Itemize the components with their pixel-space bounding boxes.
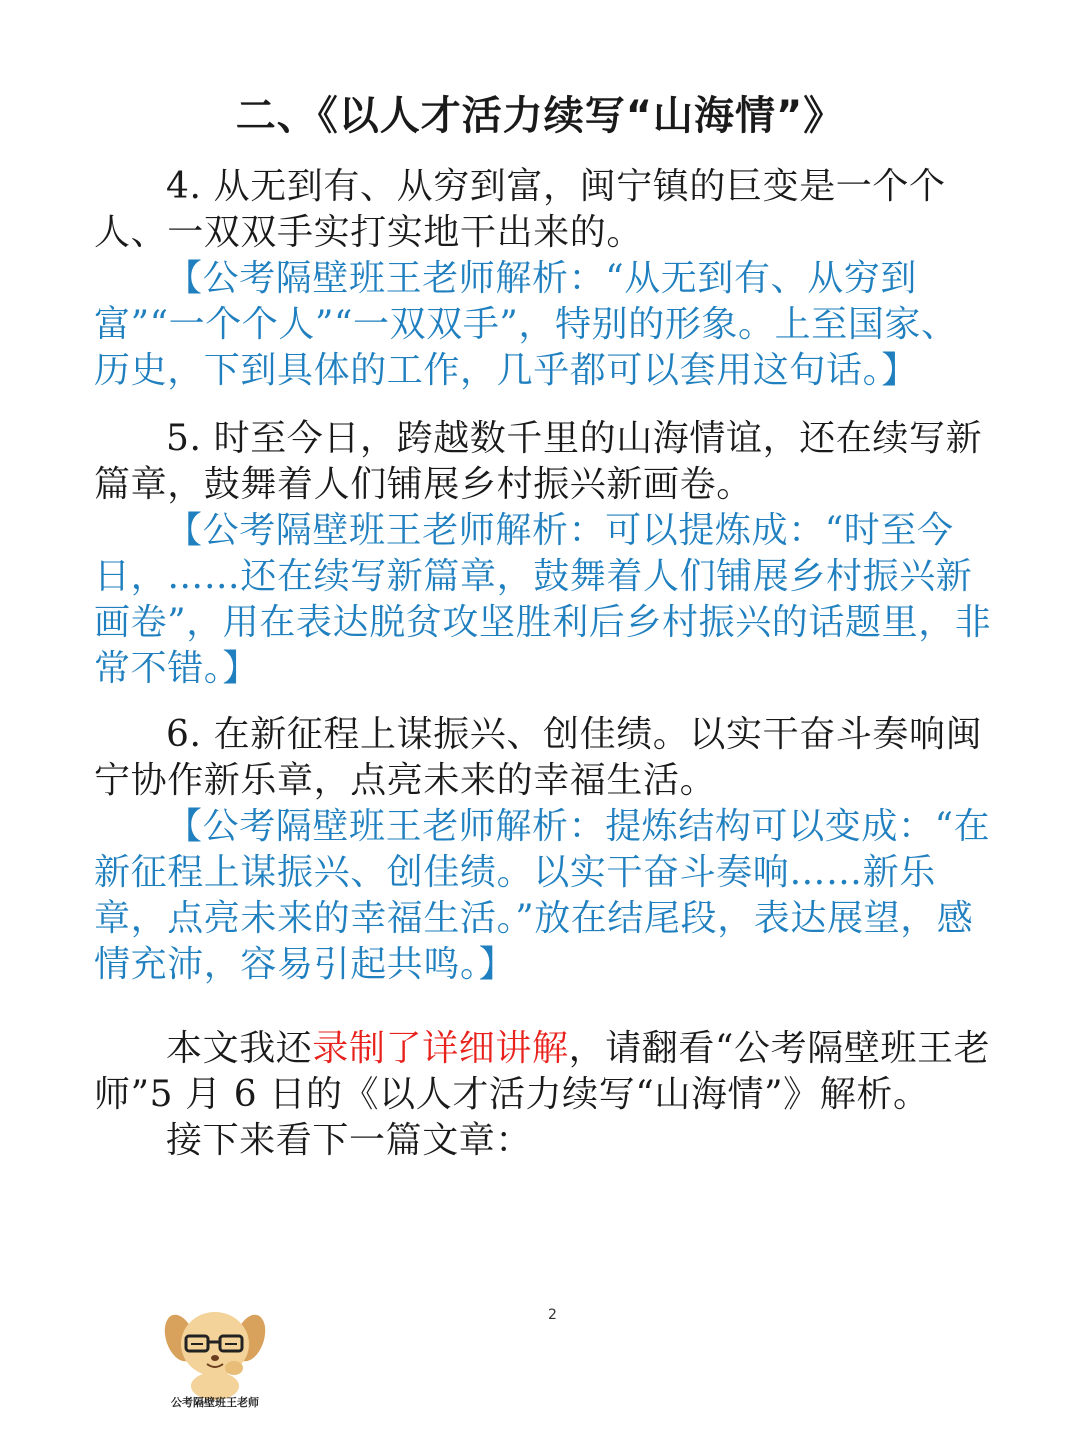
quote-item-6 xyxy=(94,712,994,804)
mascot-logo-icon xyxy=(160,1300,270,1400)
analysis-item-6 xyxy=(94,804,994,988)
quote-item-4 xyxy=(94,164,994,256)
next-article-line xyxy=(94,1118,994,1164)
analysis-text: 【公考隔壁班王老师解析：提炼结构可以变成：“在新征程上谋振兴、创佳绩。以实干奋斗奏响……新乐章，点亮未来的幸福生活。”放在结尾段，表达展望，感情充沛，容易引起共鸣。】 xyxy=(94,806,991,985)
analysis-item-4 xyxy=(94,256,994,394)
quote-item-5 xyxy=(94,416,994,508)
analysis-item-5 xyxy=(94,508,994,692)
quote-text: 4. 从无到有、从穷到富，闽宁镇的巨变是一个个人、一双双手实打实地干出来的。 xyxy=(94,166,946,253)
closing-prefix: 本文我还 xyxy=(166,1028,313,1069)
quote-text: 6. 在新征程上谋振兴、创佳绩。以实干奋斗奏响闽宁协作新乐章，点亮未来的幸福生活。 xyxy=(94,714,983,801)
next-article-text: 接下来看下一篇文章： xyxy=(166,1120,533,1161)
analysis-text: 【公考隔壁班王老师解析：“从无到有、从穷到富”“一个个人”“一双双手”，特别的形象。上至国家、历史，下到具体的工作，几乎都可以套用这句话。】 xyxy=(94,258,958,391)
quote-text: 5. 时至今日，跨越数千里的山海情谊，还在续写新篇章，鼓舞着人们铺展乡村振兴新画卷。 xyxy=(94,418,983,505)
mascot-caption: 公考隔壁班王老师 xyxy=(171,1396,259,1409)
closing-suffix: ，请翻看“公考隔壁班王老师”5 月 6 日的《以人才活力续写“山海情”》解析。 xyxy=(94,1028,991,1115)
page-title: 二、《以人才活力续写“山海情”》 xyxy=(235,93,845,139)
page-number: 2 xyxy=(548,1307,557,1323)
closing-paragraph xyxy=(94,1026,994,1118)
closing-highlight: 录制了详细讲解 xyxy=(312,1028,569,1069)
analysis-text: 【公考隔壁班王老师解析：可以提炼成：“时至今日，……还在续写新篇章，鼓舞着人们铺展乡村振兴新画卷”，用在表达脱贫攻坚胜利后乡村振兴的话题里，非常不错。】 xyxy=(94,510,992,689)
